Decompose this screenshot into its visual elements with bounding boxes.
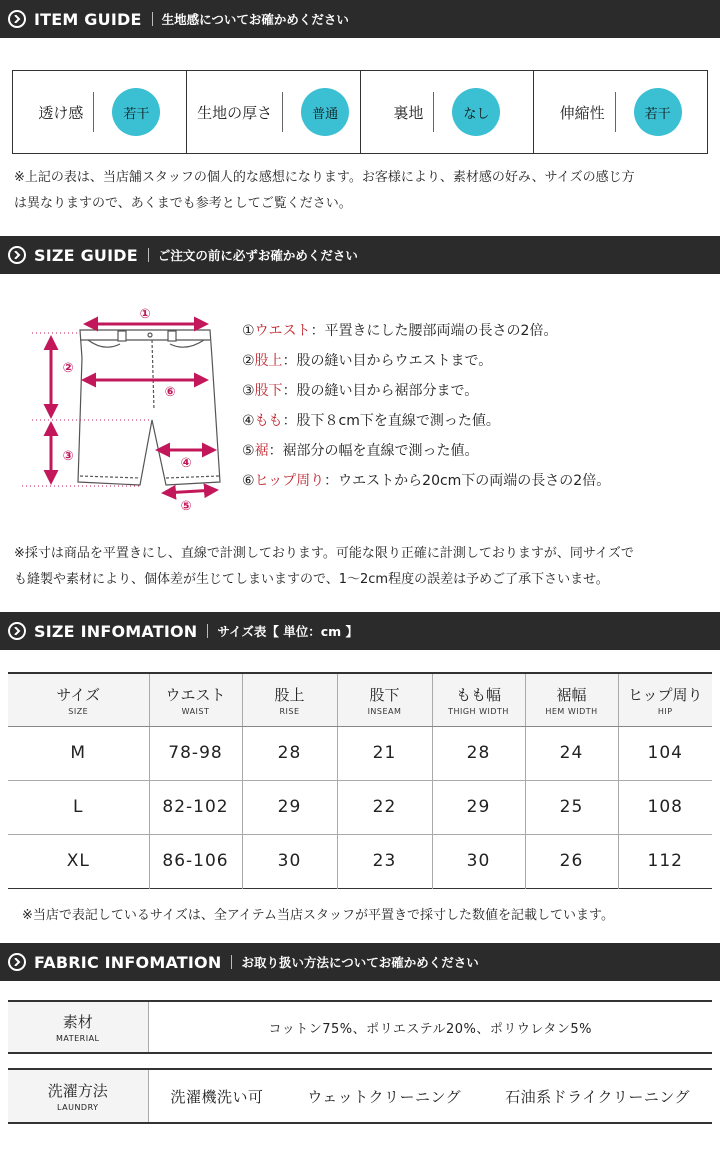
table-cell: 112 (647, 851, 683, 871)
table-cell: L (8, 780, 149, 834)
column-header: ウエスト WAIST (149, 673, 242, 726)
size-guide-note (14, 541, 634, 593)
marker-2: ② (62, 361, 74, 376)
guide-line-rise (242, 346, 610, 376)
chevron-right-circle-icon (8, 622, 26, 640)
column-header: 股下 INSEAM (337, 673, 432, 726)
divider (231, 955, 232, 969)
item-cell-thickness (187, 71, 361, 153)
column-header: 股上 RISE (242, 673, 337, 726)
guide-term: もも (254, 413, 283, 429)
divider (433, 92, 434, 132)
guide-line-thigh (242, 406, 610, 436)
guide-term: 股上 (254, 353, 283, 369)
guide-num: ② (242, 353, 255, 369)
table-cell: 29 (242, 780, 337, 834)
table-row (8, 834, 712, 888)
item-badge: 若干 (112, 88, 160, 136)
fabric-info-header (0, 943, 720, 981)
item-label: 透け感 (38, 103, 84, 122)
section-subtitle: ご注文の前に必ずお確かめください (157, 248, 358, 263)
material-table (8, 1000, 712, 1054)
table-cell: 104 (618, 726, 712, 780)
guide-desc: ：平置きにした腰部両端の長さの2倍。 (310, 323, 558, 339)
table-row (8, 1001, 712, 1053)
guide-num: ④ (242, 413, 255, 429)
shorts-diagram (18, 300, 228, 515)
note-line: ※採寸は商品を平置きにし、直線で計測しております。可能な限り正確に計測しておりますが、同サイズで (14, 546, 634, 561)
section-title: SIZE GUIDE (34, 245, 138, 265)
size-guide-header (0, 236, 720, 274)
table-cell: 29 (432, 780, 525, 834)
item-guide-box (12, 70, 708, 154)
divider (282, 92, 283, 132)
laundry-table (8, 1068, 712, 1124)
laundry-values (148, 1069, 712, 1123)
table-cell: 78-98 (149, 726, 242, 780)
guide-term: ウエスト (254, 323, 311, 339)
guide-desc: ：ウエストから20cm下の両端の長さの2倍。 (324, 473, 611, 489)
material-value: コットン75%、ポリエステル20%、ポリウレタン5% (268, 1021, 592, 1037)
guide-num: ① (242, 323, 255, 339)
item-label: 裏地 (393, 103, 424, 122)
divider (152, 12, 153, 26)
marker-4: ④ (180, 456, 192, 471)
table-cell: 30 (242, 834, 337, 888)
size-info-note: ※当店で表記しているサイズは、全アイテム当店スタッフが平置きで採寸した数値を記載しています。 (22, 908, 614, 923)
chevron-right-circle-icon (8, 10, 26, 28)
table-cell: 30 (432, 834, 525, 888)
table-cell: 21 (337, 726, 432, 780)
table-cell: 86-106 (149, 834, 242, 888)
laundry-method: 洗濯機洗い可 (170, 1087, 264, 1106)
guide-num: ⑥ (242, 473, 255, 489)
item-cell-transparency (13, 71, 187, 153)
guide-desc: ：股の縫い目からウエストまで。 (282, 353, 493, 369)
item-badge: 普通 (301, 88, 349, 136)
shorts-outline (78, 330, 220, 485)
section-subtitle: 生地感についてお確かめください (161, 12, 349, 27)
guide-line-hip (242, 466, 610, 496)
guide-num: ③ (242, 383, 255, 399)
laundry-method: 石油系ドライクリーニング (505, 1087, 691, 1106)
guide-term: 裾 (254, 443, 269, 459)
column-header: ヒップ周り HIP (618, 673, 712, 726)
size-info-header (0, 612, 720, 650)
table-row (8, 1069, 712, 1123)
marker-1: ① (139, 307, 151, 322)
section-subtitle: サイズ表【 単位：cm 】 (217, 624, 359, 639)
table-cell: 82-102 (149, 780, 242, 834)
table-cell: 26 (525, 834, 618, 888)
size-table (8, 672, 712, 889)
marker-6: ⑥ (164, 385, 176, 400)
item-label: 伸縮性 (559, 103, 605, 122)
material-label: 素材 MATERIAL (8, 1001, 148, 1053)
divider (148, 248, 149, 262)
guide-line-inseam (242, 376, 610, 406)
chevron-right-circle-icon (8, 246, 26, 264)
column-header: 裾幅 HEM WIDTH (525, 673, 618, 726)
table-cell: 28 (432, 726, 525, 780)
note-line: ※上記の表は、当店舗スタッフの個人的な感想になります。お客様により、素材感の好み、サイズの感じ方 (14, 170, 635, 185)
table-cell: 22 (337, 780, 432, 834)
measurement-guide-list (242, 316, 610, 496)
section-title: FABRIC INFOMATION (34, 952, 222, 972)
note-line: も縫製や素材により、個体差が生じてしまいますので、1〜2cm程度の誤差は予めご了承下さいませ。 (14, 572, 609, 587)
guide-line-waist (242, 316, 610, 346)
divider (93, 92, 94, 132)
item-badge: なし (452, 88, 500, 136)
table-row (8, 726, 712, 780)
marker-3: ③ (62, 449, 74, 464)
guide-num: ⑤ (242, 443, 255, 459)
note-line: は異なりますので、あくまでも参考としてご覧ください。 (14, 196, 352, 211)
item-label: 生地の厚さ (197, 103, 273, 122)
item-badge: 若干 (634, 88, 682, 136)
section-title: SIZE INFOMATION (34, 621, 198, 641)
column-header: サイズ SIZE (8, 673, 149, 726)
item-cell-lining (361, 71, 535, 153)
laundry-label: 洗濯方法 LAUNDRY (8, 1069, 148, 1123)
table-cell: 108 (618, 780, 712, 834)
column-header: もも幅 THIGH WIDTH (432, 673, 525, 726)
item-guide-note (14, 165, 635, 217)
divider (207, 624, 208, 638)
table-cell: 23 (337, 834, 432, 888)
guide-desc: ：裾部分の幅を直線で測った値。 (268, 443, 479, 459)
laundry-method: ウェットクリーニング (307, 1087, 462, 1106)
section-title: ITEM GUIDE (34, 9, 142, 29)
table-cell: 24 (525, 726, 618, 780)
guide-term: 股下 (254, 383, 283, 399)
guide-desc: ：股下８cm下を直線で測った値。 (282, 413, 500, 429)
table-cell: M (8, 726, 149, 780)
section-subtitle: お取り扱い方法についてお確かめください (241, 955, 479, 970)
table-cell: 28 (242, 726, 337, 780)
guide-line-hem (242, 436, 610, 466)
table-row (8, 780, 712, 834)
marker-5: ⑤ (180, 499, 192, 514)
table-cell: 25 (525, 780, 618, 834)
chevron-right-circle-icon (8, 953, 26, 971)
item-cell-stretch (534, 71, 707, 153)
table-header-row (8, 673, 712, 726)
item-guide-header (0, 0, 720, 38)
divider (615, 92, 616, 132)
table-cell: XL (8, 834, 149, 888)
guide-term: ヒップ周り (254, 473, 325, 489)
guide-desc: ：股の縫い目から裾部分まで。 (282, 383, 479, 399)
